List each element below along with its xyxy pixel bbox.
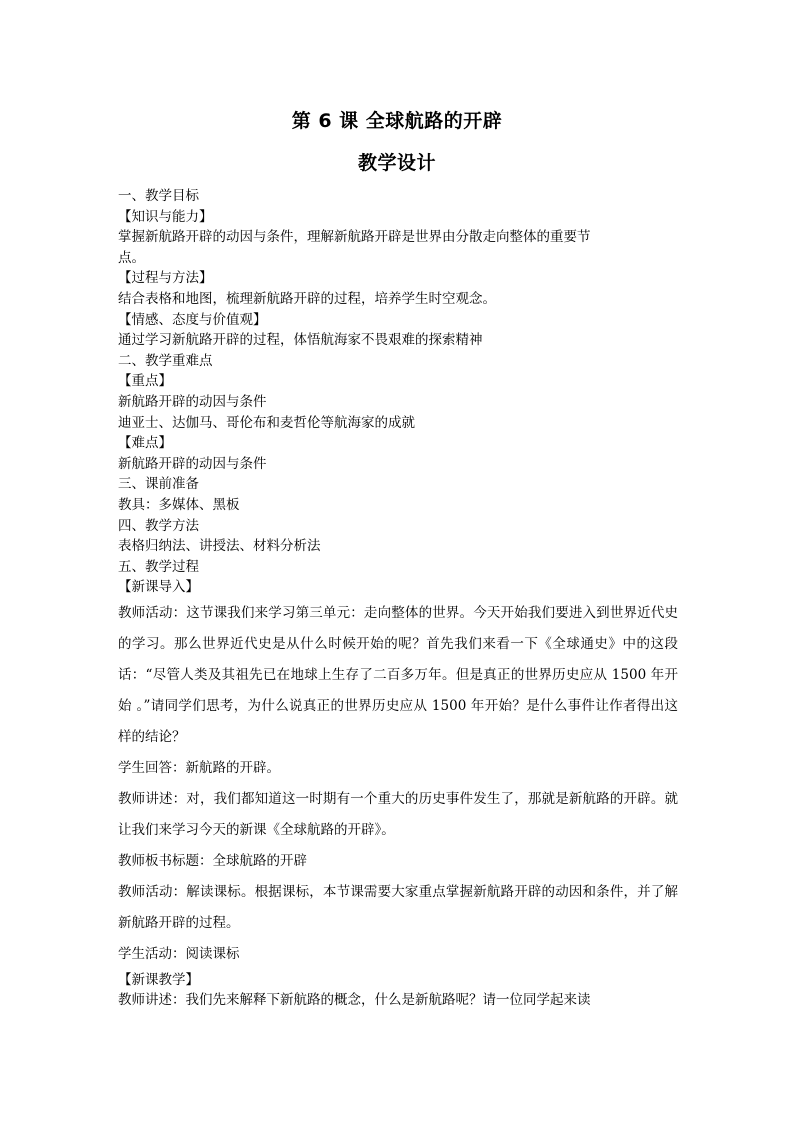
text-line: 【新课导入】: [118, 579, 199, 596]
paragraph: 教师活动：这节课我们来学习第三单元：走向整体的世界。今天开始我们要进入到世界近代史的学习。那么世界近代史是从什么时候开始的呢？首先我们来看一下《全球通史》中的这段话：“尽管人类及其祖先已在地球上生存了二百多万年。但是真正的世界历史应从 1500 年开始 。”请同学们思考，为什么说真正的世界历史应从 1500 年开始？是什么事件让作者得出这样的结论？: [118, 604, 678, 745]
text-line: 【重点】: [118, 373, 172, 390]
paragraph: 学生回答：新航路的开辟。: [118, 759, 280, 776]
paragraph: 教师活动：解读课标。根据课标，本节课需要大家重点掌握新航路开辟的动因和条件，并了解新航路开辟的过程。: [118, 883, 678, 931]
text-line: 掌握新航路开辟的动因与条件，理解新航路开辟是世界由分散走向整体的重要节: [118, 229, 591, 246]
text-line: 四、教学方法: [118, 517, 199, 534]
text-line: 教师讲述：我们先来解释下新航路的概念，什么是新航路呢？请一位同学起来读: [118, 992, 591, 1009]
text-line: 新航路开辟的动因与条件: [118, 393, 267, 410]
text-line: 教具：多媒体、黑板: [118, 496, 240, 513]
paragraph: 教师板书标题：全球航路的开辟: [118, 852, 307, 869]
lesson-title: 第 6 课 全球航路的开辟: [291, 110, 503, 132]
text-line: 新航路开辟的动因与条件: [118, 455, 267, 472]
text-line: 【难点】: [118, 435, 172, 452]
text-line: 五、教学过程: [118, 558, 199, 575]
text-line: 三、课前准备: [118, 476, 199, 493]
text-line: 迪亚士、达伽马、哥伦布和麦哲伦等航海家的成就: [118, 414, 415, 431]
text-line: 【新课教学】: [118, 971, 199, 988]
text-line: 结合表格和地图，梳理新航路开辟的过程，培养学生时空观念。: [118, 290, 496, 307]
text-line: 一、教学目标: [118, 188, 199, 204]
text-line: 【过程与方法】: [118, 270, 213, 287]
text-line: 通过学习新航路开辟的过程，体悟航海家不畏艰难的探索精神: [118, 332, 483, 349]
text-line: 点。: [118, 249, 145, 266]
text-line: 【知识与能力】: [118, 208, 213, 225]
text-line: 表格归纳法、讲授法、材料分析法: [118, 538, 321, 555]
paragraph: 学生活动：阅读课标: [118, 945, 240, 962]
paragraph: 教师讲述：对，我们都知道这一时期有一个重大的历史事件发生了，那就是新航路的开辟。就让我们来学习今天的新课《全球航路的开辟》。: [118, 790, 678, 838]
document-body: [118, 186, 678, 1011]
text-line: 【情感、态度与价值观】: [118, 311, 267, 328]
lesson-subtitle: 教学设计: [357, 152, 436, 174]
text-line: 二、教学重难点: [118, 352, 213, 369]
